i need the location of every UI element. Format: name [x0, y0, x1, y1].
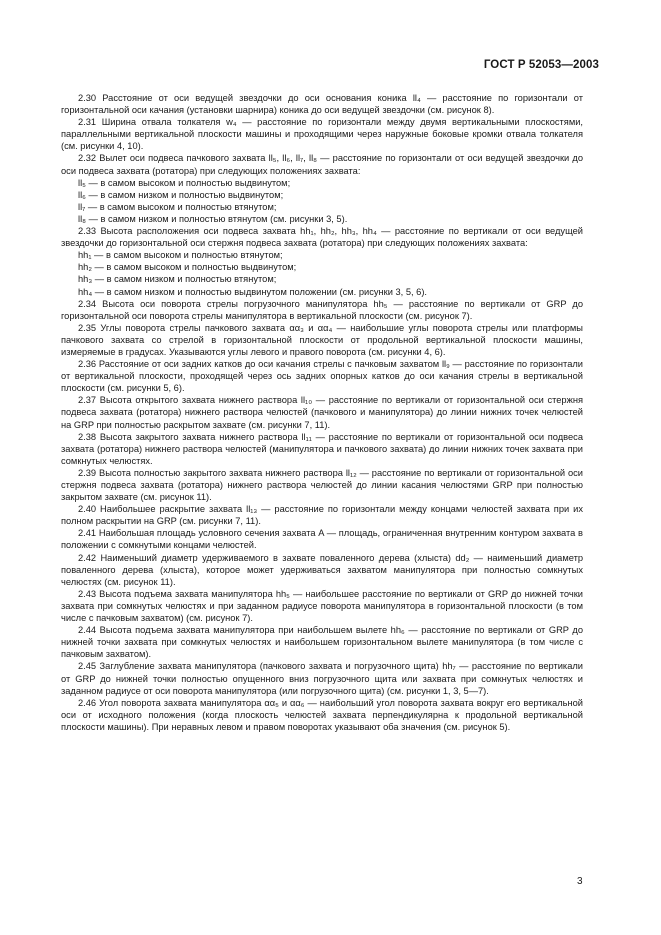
list-item: ll₅ — в самом высоком и полностью выдвинутом;	[78, 177, 291, 188]
paragraph: 2.36 Расстояние от оси задних катков до оси качания стрелы с пачковым захватом ll₉ — расстояние по горизонтали от вертикальной плоскости, проходящей через ось задних опорных катков до оси качания стрелы в вертикальной плоскости (см. рисунки 5, 6).	[61, 359, 583, 394]
list-item: ll₇ — в самом высоком и полностью втянутом;	[78, 201, 277, 212]
page-number: 3	[577, 876, 583, 887]
paragraph: 2.46 Угол поворота захвата манипулятора αα₅ и αα₆ — наибольший угол поворота захвата вокруг его вертикальной оси от исходного положения (когда плоскость челюстей захвата перпендикулярна к продольной вертикальной плоскости машины). При неравных левом и правом поворотах указывают оба значения (см. рисунок 5).	[61, 697, 583, 732]
paragraph: 2.44 Высота подъема захвата манипулятора при наибольшем вылете hh₆ — расстояние по вертикали от GRP до нижней точки захвата при сомкнутых челюстях и наибольшем горизонтальном вылете манипулятора (в том числе с пачковым захватом).	[61, 625, 583, 660]
list-item: hh₂ — в самом высоком и полностью выдвинутом;	[78, 262, 297, 273]
paragraph: 2.45 Заглубление захвата манипулятора (пачкового захвата и погрузочного щита) hh₇ — расстояние по вертикали от GRP до нижней точки полностью опущенного вниз погрузочного щита или захвата при сомкнутых челюстях и заданном радиусе от оси поворота манипулятора (или погрузочного щита) (см. рисунки 1, 3, 5—7).	[61, 661, 583, 696]
list-item: ll₆ — в самом низком и полностью выдвинутом;	[78, 189, 284, 200]
list-item: hh₁ — в самом высоком и полностью втянутом;	[78, 250, 283, 261]
paragraph: 2.31 Ширина отвала толкателя w₄ — расстояние по горизонтали между двумя вертикальными плоскостями, параллельными вертикальной плоскости машины и проходящими через наружные боковые кромки отвала толкателя (см. рисунки 4, 10).	[61, 117, 583, 152]
paragraph: 2.42 Наименьший диаметр удерживаемого в захвате поваленного дерева (хлыста) dd₂ — наименьший диаметр поваленного дерева (хлыста), которое может удерживаться захватом манипулятора при полностью сомкнутых челюстях (см. рисунок 11).	[61, 552, 583, 587]
paragraph: 2.43 Высота подъема захвата манипулятора hh₅ — наибольшее расстояние по вертикали от GRP до нижней точки захвата при сомкнутых челюстях и при заданном радиусе поворота манипулятора в горизонтальной плоскости (в том числе с пачковым захватом) (см. рисунок 7).	[61, 588, 583, 624]
paragraph: 2.32 Вылет оси подвеса пачкового захвата ll₅, ll₆, ll₇, ll₈ — расстояние по горизонтали от оси ведущей звездочки до оси подвеса захвата (ротатора) при следующих положениях захвата:	[61, 153, 583, 176]
list-item: ll₈ — в самом низком и полностью втянутом (см. рисунки 3, 5).	[78, 213, 348, 224]
list-item: hh₄ — в самом низком и полностью выдвинутом положении (см. рисунки 3, 5, 6).	[78, 286, 428, 297]
paragraph: 2.38 Высота закрытого захвата нижнего раствора ll₁₁ — расстояние по вертикали от горизонтальной оси подвеса захвата (ротатора) нижнего раствора челюстей (манипулятора и пачкового захвата) до линии нижних точек захвата при сомкнутых челюстях.	[61, 431, 583, 466]
paragraph: 2.37 Высота открытого захвата нижнего раствора ll₁₀ — расстояние по вертикали от горизонтальной оси стержня подвеса захвата (ротатора) нижнего раствора челюстей (пачкового и манипулятора) до линии нижних точек челюстей на GRP при полностью раскрытом захвате (см. рисунки 7, 11).	[61, 395, 583, 430]
paragraph: 2.40 Наибольшее раскрытие захвата ll₁₃ — расстояние по горизонтали между концами челюстей захвата при их полном раскрытии на GRP (см. рисунки 7, 11).	[61, 504, 583, 527]
paragraph: 2.30 Расстояние от оси ведущей звездочки до оси основания коника ll₄ — расстояние по горизонтали от горизонтальной оси качания (установки шарнира) коника до оси ведущей звездочки (см. рисунок 8).	[61, 93, 583, 116]
paragraph: 2.35 Углы поворота стрелы пачкового захвата αα₃ и αα₄ — наибольшие углы поворота стрелы или платформы пачкового захвата со стрелой в горизонтальной плоскости от продольной вертикальной плоскости машины, измеряемые в градусах. Указываются углы левого и правого поворота (см. рисунки 4, 6).	[61, 322, 583, 357]
body-text	[61, 92, 583, 733]
paragraph: 2.33 Высота расположения оси подвеса захвата hh₁, hh₂, hh₃, hh₄ — расстояние по вертикали от оси ведущей звездочки до горизонтальной оси стержня подвеса захвата (ротатора) при следующих положениях захвата:	[61, 226, 583, 249]
paragraph: 2.34 Высота оси поворота стрелы погрузочного манипулятора hh₅ — расстояние по вертикали от GRP до горизонтальной оси поворота стрелы манипулятора в вертикальной плоскости (см. рисунок 7).	[61, 298, 583, 321]
paragraph: 2.41 Наибольшая площадь условного сечения захвата A — площадь, ограниченная внутренним контуром захвата в положении с сомкнутыми концами челюстей.	[61, 528, 583, 551]
paragraph: 2.39 Высота полностью закрытого захвата нижнего раствора ll₁₂ — расстояние по вертикали от горизонтальной оси стержня подвеса захвата (ротатора) нижнего раствора челюстей до линии касания челюстями GRP при полностью закрытом захвате (см. рисунок 11).	[61, 467, 583, 503]
list-item: hh₃ — в самом низком и полностью втянутом;	[78, 274, 277, 285]
standard-header: ГОСТ Р 52053—2003	[483, 59, 599, 71]
